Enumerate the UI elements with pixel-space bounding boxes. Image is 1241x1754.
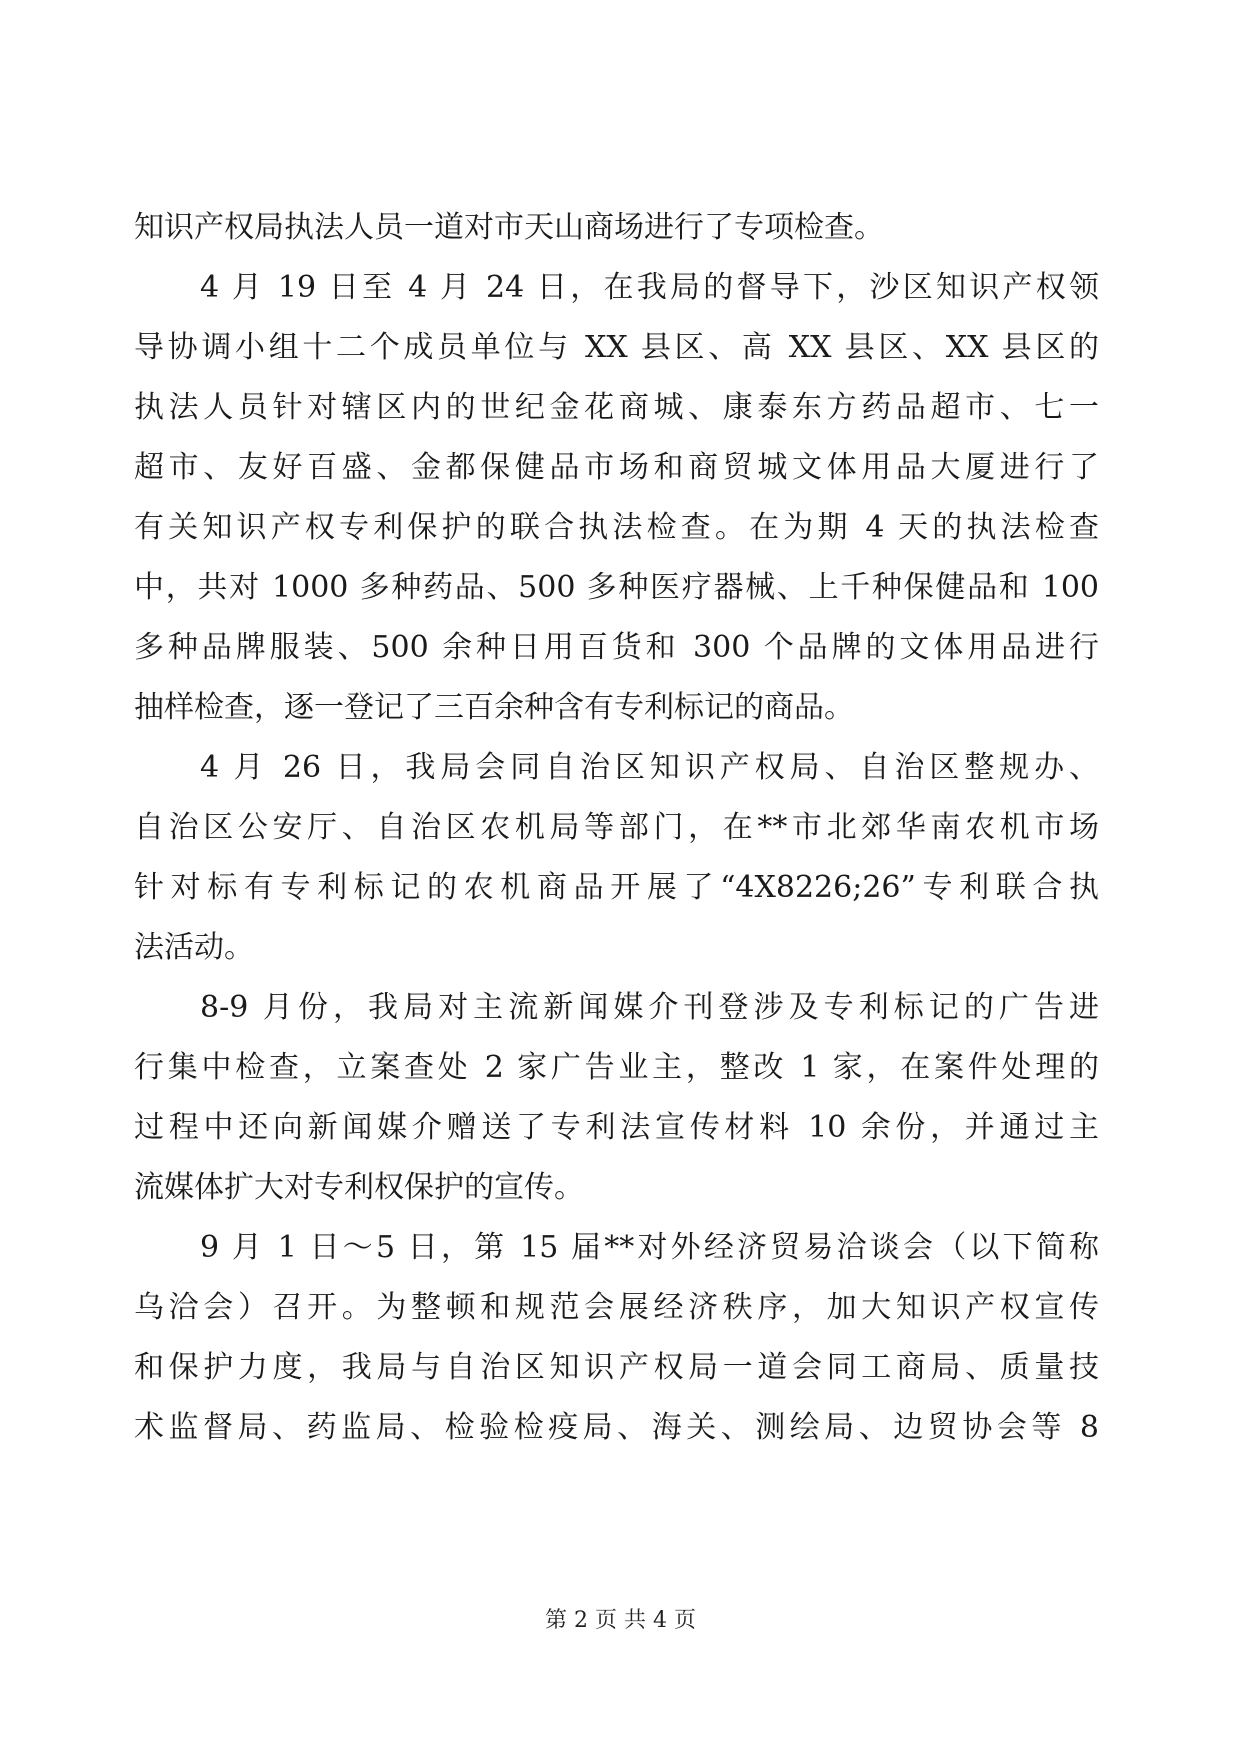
paragraph-line: 法活动。 — [134, 930, 254, 965]
paragraph-line: 术监督局、药监局、检验检疫局、海关、测绘局、边贸协会等 8 — [134, 1410, 1099, 1445]
document-body — [134, 198, 1099, 1458]
paragraph-line: 抽样检查，逐一登记了三百余种含有专利标记的商品。 — [134, 690, 854, 725]
paragraph-line: 和保护力度，我局与自治区知识产权局一道会同工商局、质量技 — [134, 1350, 1099, 1385]
paragraph-line: 执法人员针对辖区内的世纪金花商城、康泰东方药品超市、七一 — [134, 390, 1099, 425]
paragraph-line: 流媒体扩大对专利权保护的宣传。 — [134, 1170, 584, 1205]
paragraph-line: 4 月 26 日，我局会同自治区知识产权局、自治区整规办、 — [200, 750, 1099, 785]
paragraph-line: 行集中检查，立案查处 2 家广告业主，整改 1 家，在案件处理的 — [134, 1050, 1099, 1085]
paragraph-line: 8-9 月份，我局对主流新闻媒介刊登涉及专利标记的广告进 — [200, 990, 1099, 1025]
paragraph-line: 中，共对 1000 多种药品、500 多种医疗器械、上千种保健品和 100 — [134, 570, 1099, 605]
page-number-footer: 第 2 页 共 4 页 — [545, 1608, 696, 1633]
paragraph-line: 自治区公安厅、自治区农机局等部门，在**市北郊华南农机市场 — [134, 810, 1099, 845]
paragraph-line: 多种品牌服装、500 余种日用百货和 300 个品牌的文体用品进行 — [134, 630, 1099, 665]
paragraph-line: 知识产权局执法人员一道对市天山商场进行了专项检查。 — [134, 210, 884, 245]
paragraph-line: 超市、友好百盛、金都保健品市场和商贸城文体用品大厦进行了 — [134, 450, 1099, 485]
paragraph-line: 4 月 19 日至 4 月 24 日，在我局的督导下，沙区知识产权领 — [200, 270, 1099, 305]
paragraph-line: 过程中还向新闻媒介赠送了专利法宣传材料 10 余份，并通过主 — [134, 1110, 1099, 1145]
paragraph-line: 乌洽会）召开。为整顿和规范会展经济秩序，加大知识产权宣传 — [134, 1290, 1099, 1325]
paragraph-line: 有关知识产权专利保护的联合执法检查。在为期 4 天的执法检查 — [134, 510, 1099, 545]
paragraph-line: 导协调小组十二个成员单位与 XX 县区、高 XX 县区、XX 县区的 — [134, 330, 1099, 365]
paragraph-line: 9 月 1 日～5 日，第 15 届**对外经济贸易洽谈会（以下简称 — [200, 1230, 1099, 1265]
paragraph-line: 针对标有专利标记的农机商品开展了“4X8226;26”专利联合执 — [134, 870, 1099, 905]
